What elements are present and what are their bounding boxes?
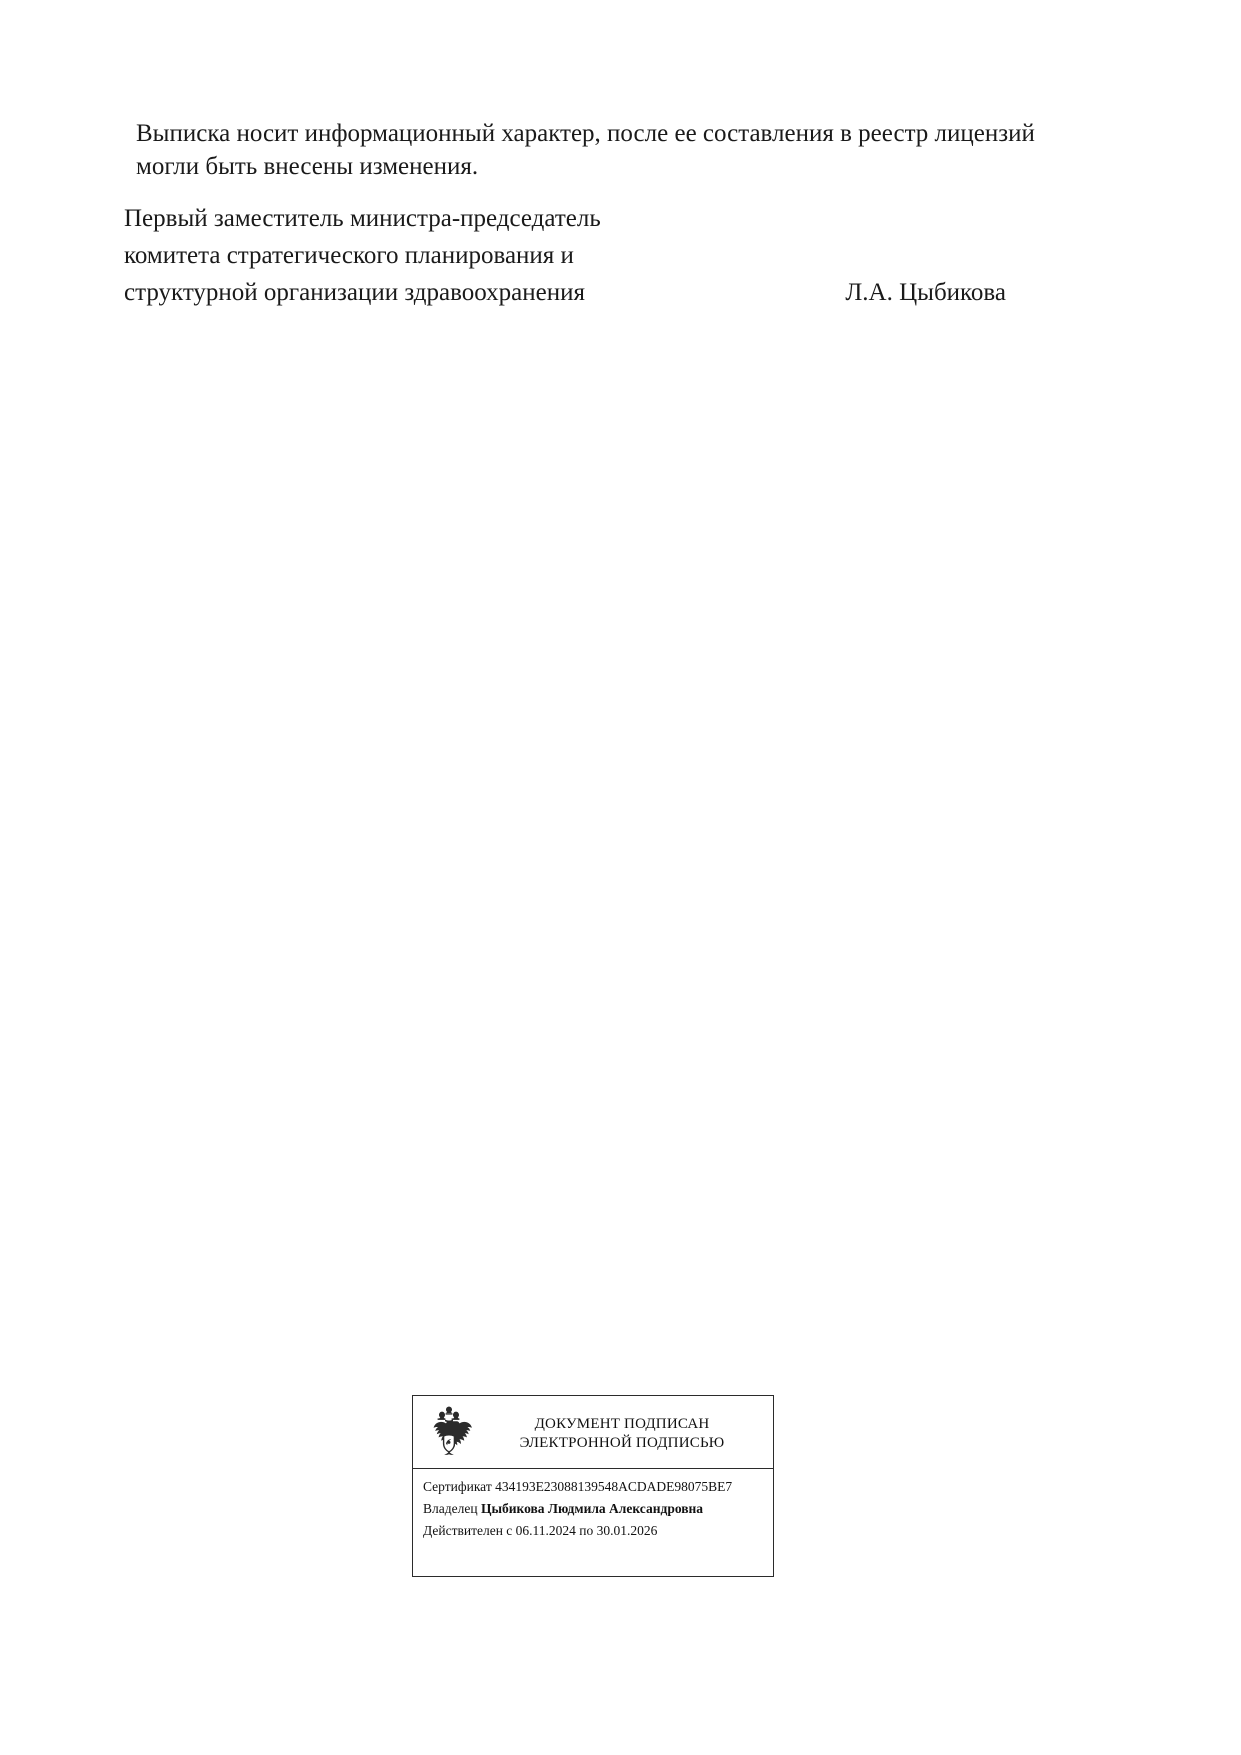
- signatory-name: Л.А. Цыбикова: [845, 279, 1006, 306]
- stamp-certificate-label: Сертификат: [423, 1479, 492, 1494]
- stamp-certificate-value: 434193E23088139548ACDADE98075BE7: [495, 1479, 733, 1494]
- stamp-validity-to: 30.01.2026: [596, 1522, 658, 1538]
- stamp-title-line-1: ДОКУМЕНТ ПОДПИСАН: [534, 1415, 710, 1432]
- russian-coat-of-arms-icon: [425, 1406, 473, 1462]
- stamp-validity-line: [423, 1520, 773, 1542]
- stamp-header: [413, 1396, 773, 1468]
- stamp-validity-middle: по: [579, 1522, 594, 1538]
- signatory-title: [124, 200, 1114, 311]
- stamp-details: [413, 1469, 773, 1548]
- stamp-owner-line: [423, 1498, 773, 1520]
- electronic-signature-stamp: [412, 1395, 774, 1577]
- signatory-title-line-2: комитета стратегического планирования и: [124, 242, 574, 269]
- signature-block: [124, 200, 1114, 311]
- stamp-title-line-2: ЭЛЕКТРОННОЙ ПОДПИСЬЮ: [519, 1435, 725, 1451]
- informational-notice: Выписка носит информационный характер, после ее составления в реестр лицензий могли быть внесены изменения.: [136, 120, 1035, 180]
- signatory-title-line-3-row: [124, 274, 1114, 311]
- stamp-owner-label: Владелец: [423, 1500, 478, 1516]
- stamp-validity-prefix: Действителен с: [423, 1522, 513, 1538]
- stamp-title: [481, 1415, 763, 1453]
- signatory-title-line-1: Первый заместитель министра-председатель: [124, 205, 601, 232]
- stamp-owner-value: Цыбикова Людмила Александровна: [480, 1500, 704, 1516]
- signatory-title-line-3: структурной организации здравоохранения: [124, 279, 585, 306]
- stamp-validity-from: 06.11.2024: [515, 1522, 576, 1538]
- stamp-certificate-line: [423, 1476, 773, 1498]
